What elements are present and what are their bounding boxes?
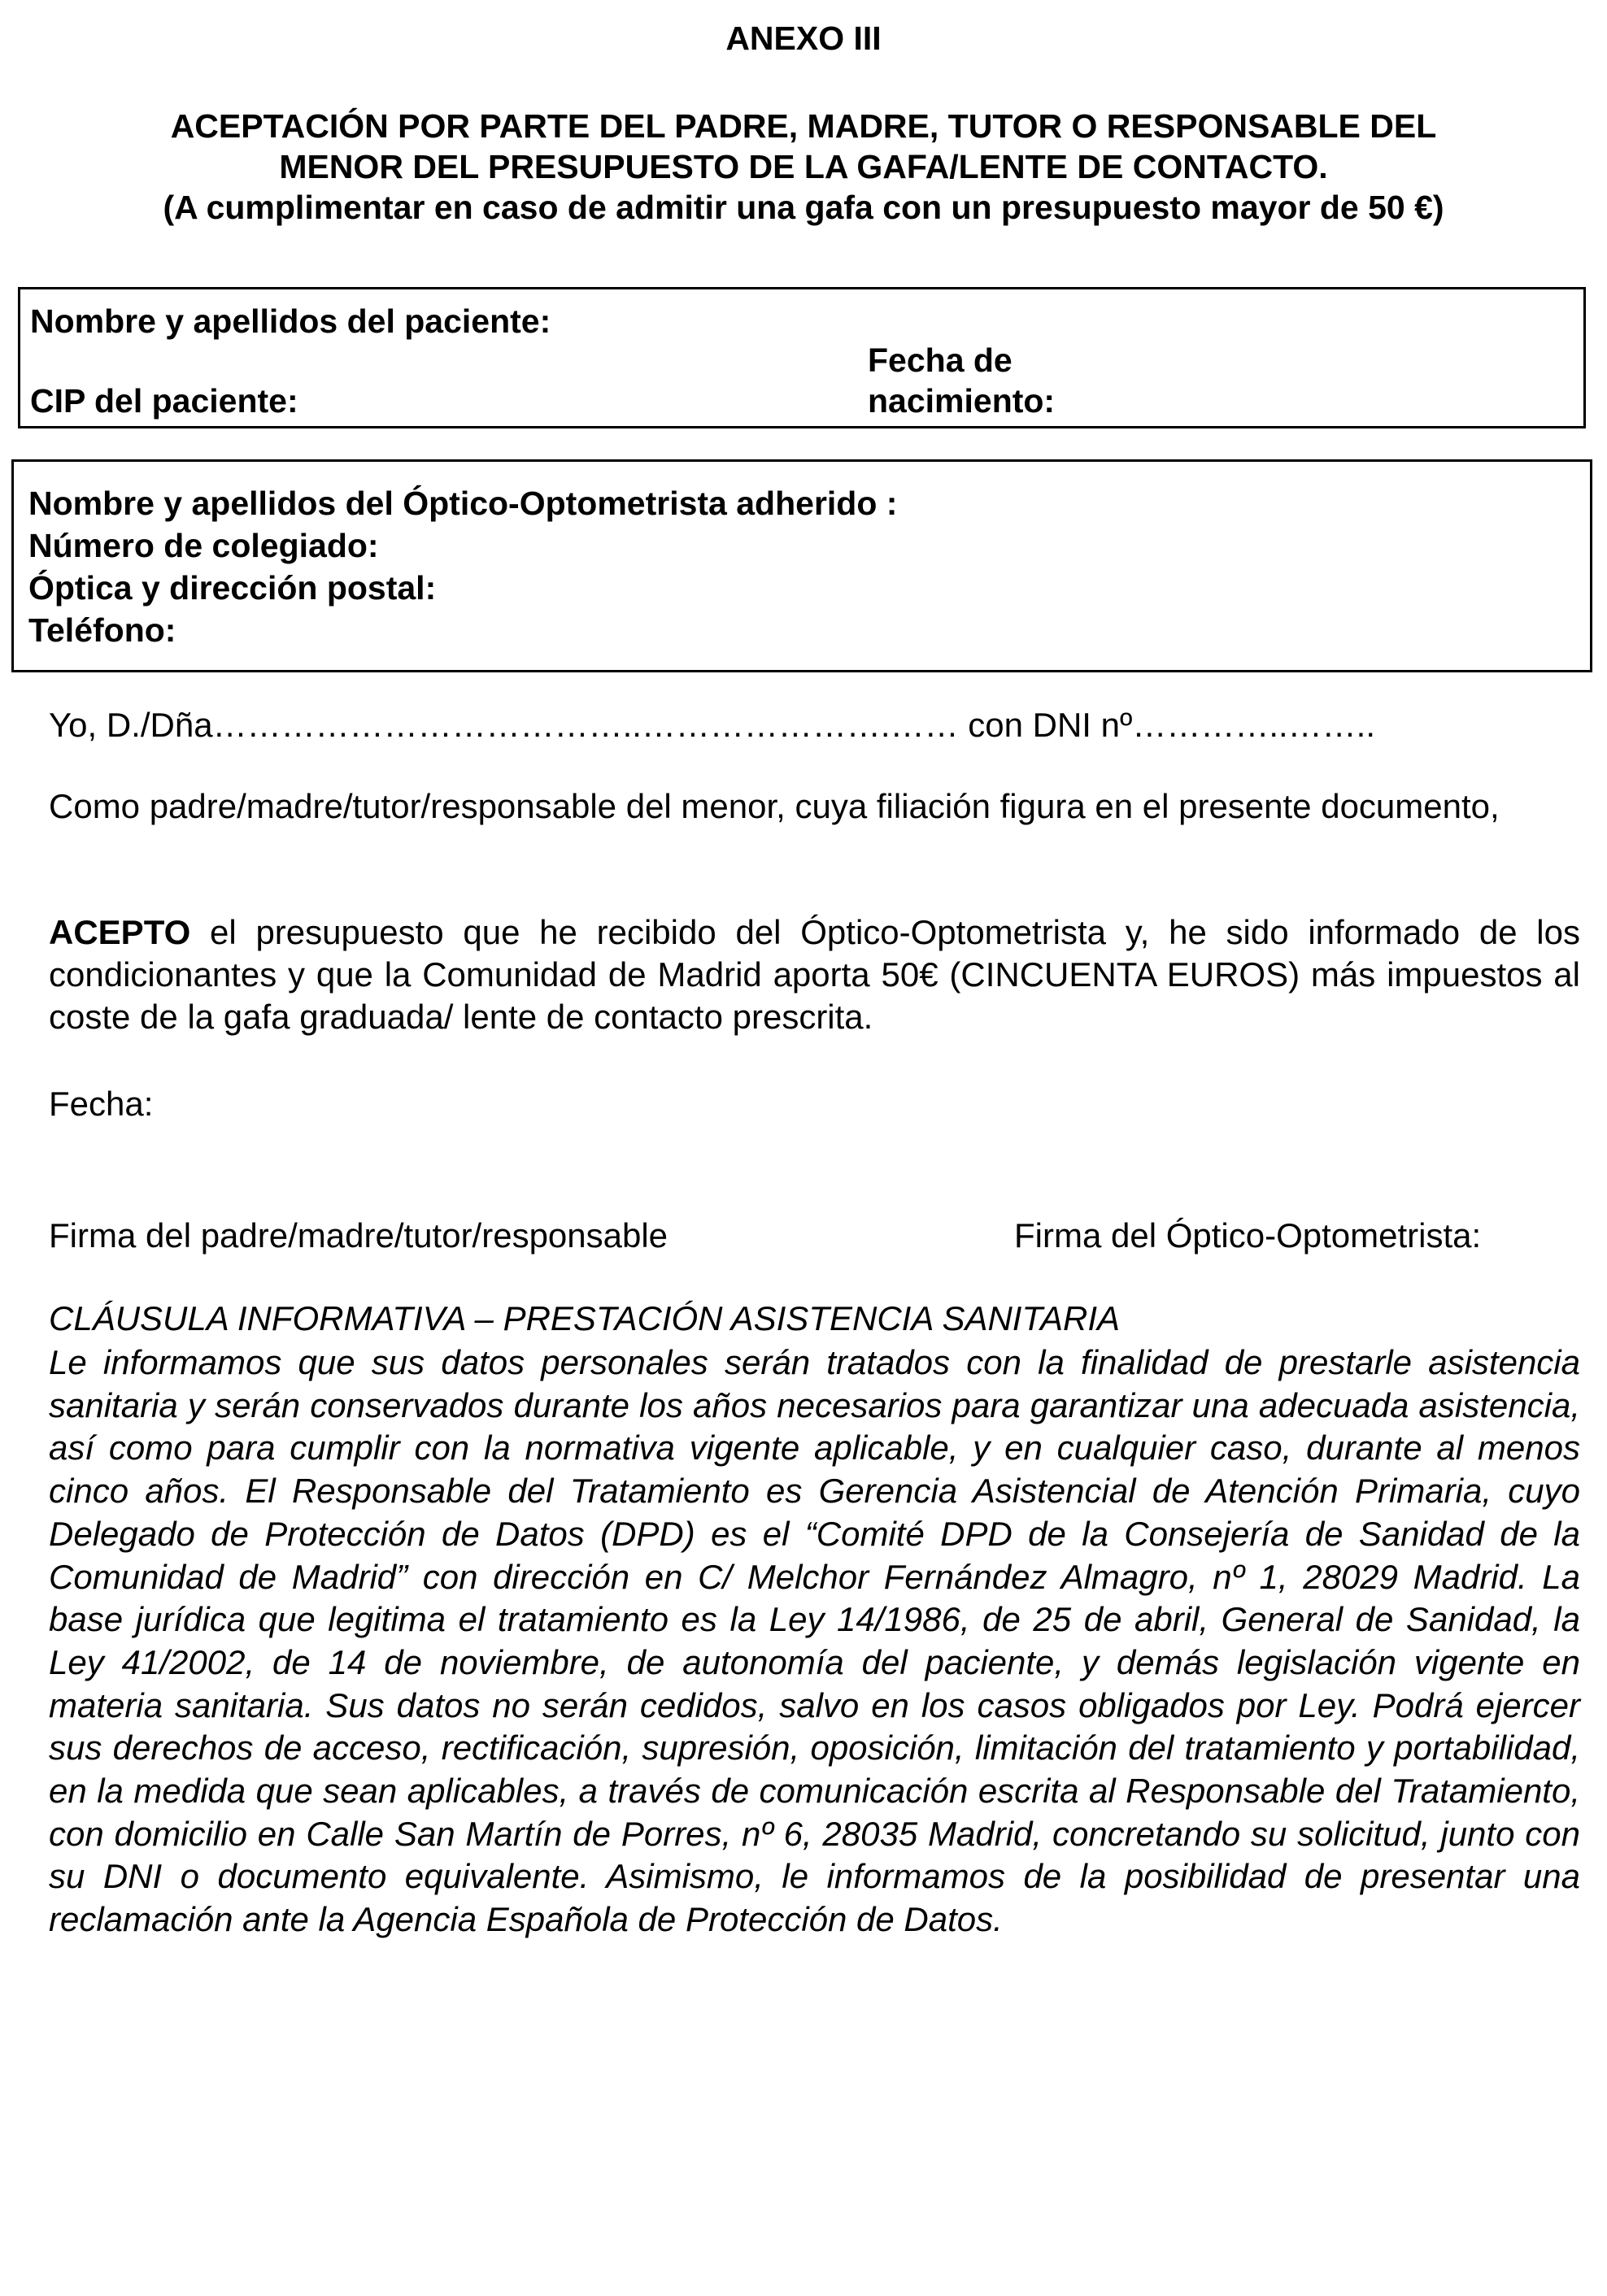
acceptance-text: el presupuesto que he recibido del Óptico-Optometrista y, he sido informado de los condicionantes y que la Comunidad de Madrid aporta 50€ (CINCUENTA EUROS) más impuestos al coste de la gafa graduada/ lente de contacto prescrita. [49, 913, 1580, 1036]
patient-info-box [18, 287, 1586, 428]
patient-cip-label: CIP del paciente: [30, 382, 298, 420]
optician-signature-label: Firma del Óptico-Optometrista: [1014, 1216, 1482, 1255]
parent-signature-label: Firma del padre/madre/tutor/responsable [49, 1216, 668, 1255]
birth-date-label [868, 340, 1193, 421]
document-subtitle [49, 106, 1558, 228]
privacy-clause-text: Le informamos que sus datos personales serán tratados con la finalidad de prestarle asistencia sanitaria y serán conservados durante los años necesarios para garantizar una adecuada asistencia, así como para cumplir con la normativa vigente aplicable, y en cualquier caso, durante al menos cinco años. El Responsable del Tratamiento es Gerencia Asistencial de Atención Primaria, cuyo Delegado de Protección de Datos (DPD) es el “Comité DPD de la Consejería de Sanidad de la Comunidad de Madrid” con dirección en C/ Melchor Fernández Almagro, nº 1, 28029 Madrid. La base jurídica que legitima el tratamiento es la Ley 14/1986, de 25 de abril, General de Sanidad, la Ley 41/2002, de 14 de noviembre, de autonomía del paciente, y demás legislación vigente en materia sanitaria. Sus datos no serán cedidos, salvo en los casos obligados por Ley. Podrá ejercer sus derechos de acceso, rectificación, supresión, oposición, limitación del tratamiento y portabilidad, en la medida que sean aplicables, a través de comunicación escrita al Responsable del Tratamiento, con domicilio en Calle San Martín de Porres, nº 6, 28035 Madrid, concretando su solicitud, junto con su DNI o documento equivalente. Asimismo, le informamos de la posibilidad de presentar una reclamación ante la Agencia Española de Protección de Datos. [49, 1343, 1580, 1939]
optician-phone-label: Teléfono: [28, 611, 176, 649]
acceptance-keyword: ACEPTO [49, 913, 191, 951]
subtitle-line-3: (A cumplimentar en caso de admitir una gafa con un presupuesto mayor de 50 €) [163, 189, 1444, 226]
optician-info-box [11, 459, 1592, 672]
license-number-label: Número de colegiado: [28, 527, 379, 564]
date-label: Fecha: [49, 1085, 154, 1123]
annex-title: ANEXO III [725, 20, 882, 57]
birth-date-label-line-1: Fecha de [868, 341, 1013, 379]
birth-date-label-line-2: nacimiento: [868, 382, 1056, 420]
privacy-clause-title: CLÁUSULA INFORMATIVA – PRESTACIÓN ASISTENCIA SANITARIA [49, 1299, 1121, 1337]
subtitle-line-1: ACEPTACIÓN POR PARTE DEL PADRE, MADRE, TUTOR O RESPONSABLE DEL [170, 107, 1437, 145]
acceptance-paragraph [49, 911, 1580, 1038]
optician-name-label: Nombre y apellidos del Óptico-Optometrista adherido : [28, 485, 898, 522]
guardian-statement: Como padre/madre/tutor/responsable del menor, cuya filiación figura en el presente documento, [49, 787, 1500, 825]
declarant-line: Yo, D./Dña………………………………..………………….…… con DNI nº…………..…….. [49, 706, 1376, 744]
subtitle-line-2: MENOR DEL PRESUPUESTO DE LA GAFA/LENTE DE CONTACTO. [279, 148, 1328, 185]
patient-name-label: Nombre y apellidos del paciente: [30, 302, 551, 340]
optician-address-label: Óptica y dirección postal: [28, 569, 437, 607]
